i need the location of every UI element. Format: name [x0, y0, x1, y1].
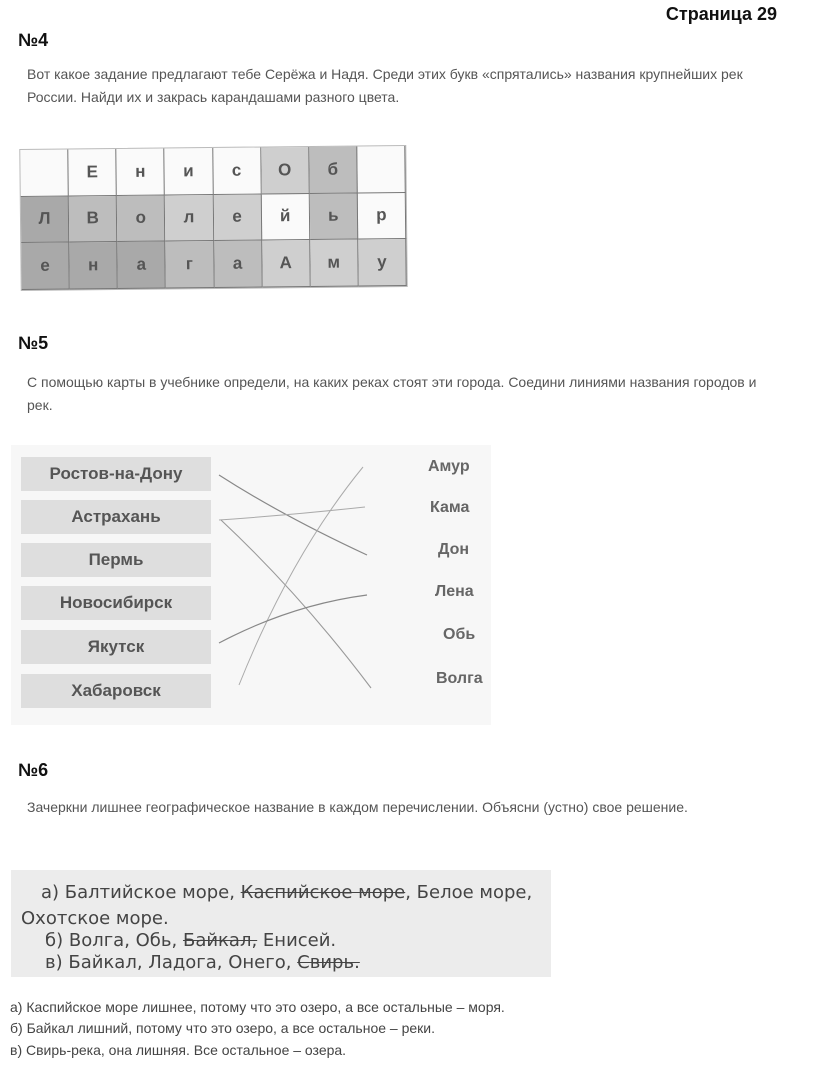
matching-photo	[11, 445, 491, 725]
letter-grid-photo	[19, 145, 407, 291]
city-label: Ростов-на-Дону	[21, 457, 211, 491]
grid-cell	[357, 146, 406, 193]
grid-cell: н	[69, 242, 118, 289]
grid-cell: а	[214, 241, 263, 288]
task4-number: №4	[18, 30, 49, 50]
answer-line: в) Свирь-река, она лишняя. Все остальное – озера.	[10, 1042, 347, 1058]
grid-cell: и	[165, 148, 214, 195]
grid-cell: н	[117, 149, 166, 196]
grid-cell: е	[213, 194, 262, 241]
city-label: Якутск	[21, 630, 211, 664]
grid-cell: а	[117, 242, 166, 289]
struck-word: Байкал,	[182, 930, 258, 951]
grid-cell: о	[117, 195, 166, 242]
grid-cell: с	[213, 147, 262, 194]
river-label: Кама	[430, 499, 470, 516]
grid-cell: О	[261, 147, 310, 194]
river-label: Амур	[428, 458, 470, 475]
grid-cell: В	[69, 196, 118, 243]
connection-line	[219, 475, 367, 555]
task5-number: №5	[18, 333, 49, 353]
list-line-a: а) Балтийское море, Каспийское море, Белое море,	[41, 882, 533, 903]
grid-cell: б	[309, 146, 358, 193]
river-label: Лена	[435, 583, 474, 600]
connection-line	[219, 595, 367, 643]
answer-line: б) Байкал лишний, потому что это озеро, а все остальное – реки.	[10, 1020, 436, 1036]
page-label: Страница 29	[665, 4, 777, 24]
grid-cell: й	[261, 194, 310, 241]
river-label: Дон	[438, 541, 470, 558]
task6-text: Зачеркни лишнее географическое название в каждом перечислении. Объясни (устно) свое решение.	[27, 799, 688, 815]
grid-cell: р	[358, 193, 407, 240]
city-label: Хабаровск	[21, 674, 211, 708]
grid-cell: м	[310, 240, 359, 287]
grid-cell: е	[21, 243, 70, 290]
city-label: Пермь	[21, 543, 211, 577]
list-line-a-cont: Охотское море.	[21, 908, 169, 929]
list-line-b: б) Волга, Обь, Байкал, Енисей.	[45, 930, 337, 951]
struck-word: Каспийское море	[240, 882, 406, 903]
grid-cell: Л	[21, 196, 70, 243]
task6-number: №6	[18, 760, 49, 780]
grid-cell: ь	[310, 193, 359, 240]
river-label: Обь	[443, 626, 476, 643]
grid-cell: л	[165, 195, 214, 242]
grid-cell	[20, 150, 69, 197]
list-line-c: в) Байкал, Ладога, Онего, Свирь.	[45, 952, 360, 973]
struck-word: Свирь.	[297, 952, 360, 973]
grid-cell: г	[166, 241, 215, 288]
city-label: Астрахань	[21, 500, 211, 534]
task4-text: Вот какое задание предлагают тебе Серёжа и Надя. Среди этих букв «спрятались» названия крупнейших рек России. Найди их и закрась карандашами разного цвета.	[27, 66, 743, 105]
grid-cell: Е	[68, 149, 117, 196]
answer-line: а) Каспийское море лишнее, потому что это озеро, а все остальные – моря.	[10, 999, 505, 1015]
grid-cell: у	[358, 239, 407, 286]
river-label: Волга	[436, 670, 483, 687]
city-label: Новосибирск	[21, 586, 211, 620]
connection-lines	[11, 445, 491, 725]
letter-grid	[20, 146, 406, 290]
connection-line	[221, 520, 371, 688]
connection-line	[239, 467, 363, 685]
task5-text: С помощью карты в учебнике определи, на каких реках стоят эти города. Соедини линиями названия городов и рек.	[27, 374, 757, 413]
grid-cell: А	[262, 240, 311, 287]
list-photo	[11, 870, 551, 977]
